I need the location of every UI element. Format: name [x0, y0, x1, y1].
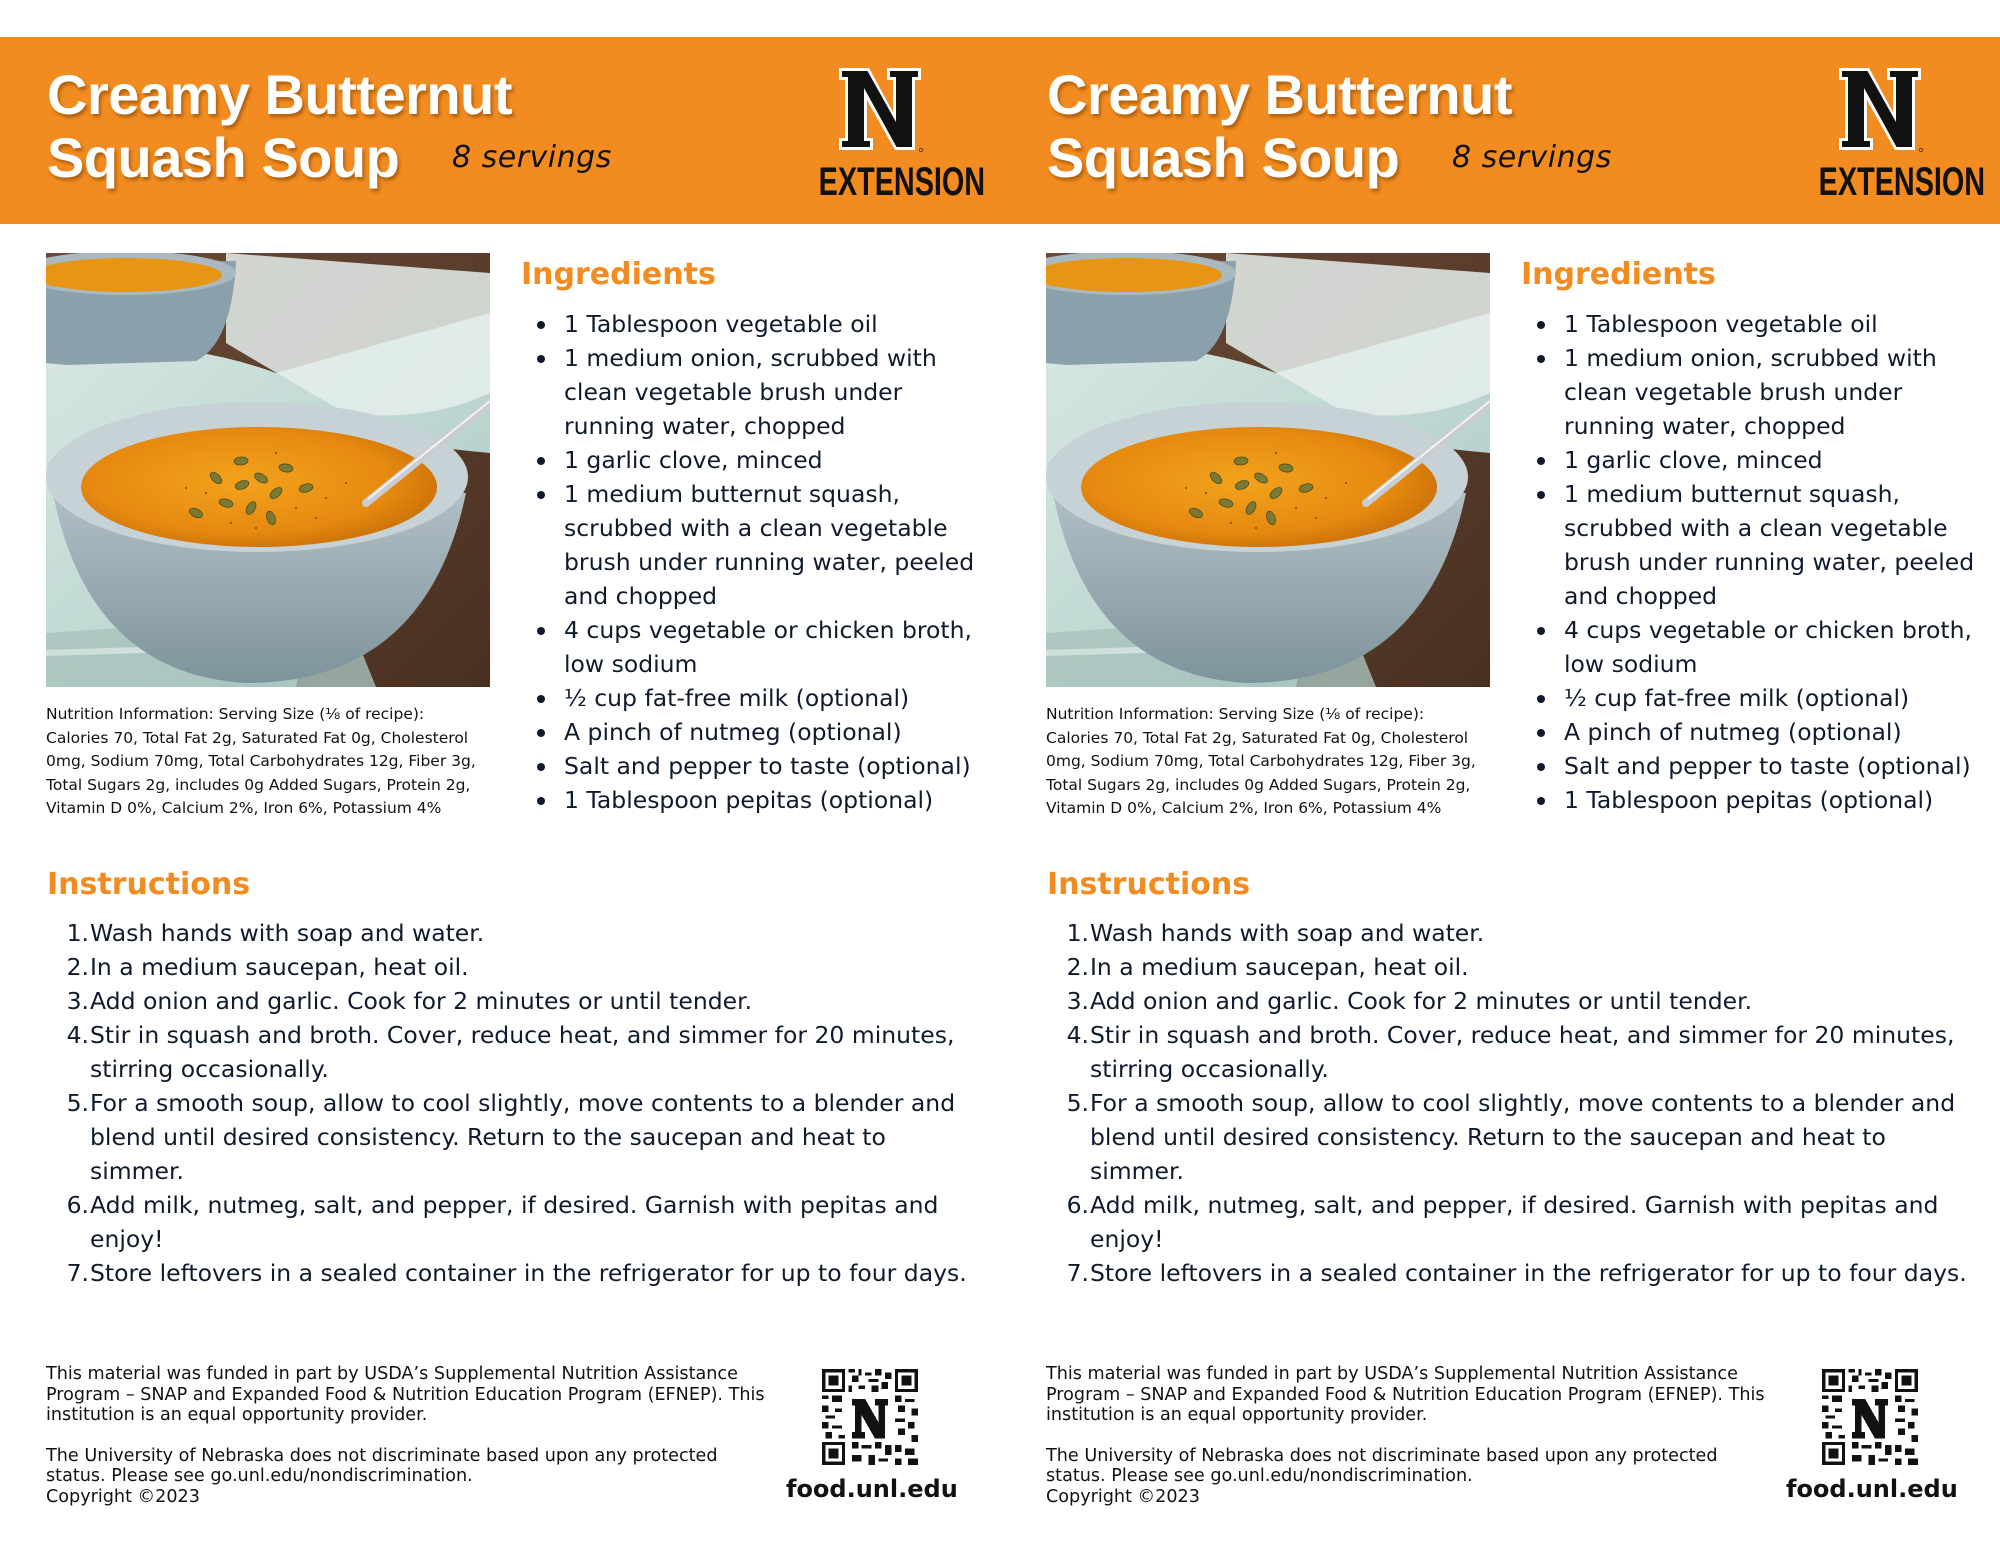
ingredients-list [1533, 307, 1993, 817]
recipe-card-right [1000, 0, 2000, 1545]
soup-bowl-image [46, 253, 490, 687]
ingredient-item: 1 Tablespoon vegetable oil [1533, 307, 1993, 341]
title-line-1: Creamy Butternut [47, 63, 512, 126]
ingredient-item: Salt and pepper to taste (optional) [1533, 749, 1993, 783]
nutrition-information: Nutrition Information: Serving Size (⅛ of recipe): Calories 70, Total Fat 2g, Saturated Fat 0g, Cholesterol 0mg, Sodium 70mg, Total Carbohydrates 12g, Fiber 3g, Total Sugars 2g, includes 0g Added Sugars, Protein 2g, Vitamin D 0%, Calcium 2%, Iron 6%, Potassium 4% [46, 705, 476, 818]
bullet-icon [1537, 491, 1545, 499]
ingredient-item: 1 medium butternut squash, scrubbed with a clean vegetable brush under running water, peeled and chopped [533, 477, 993, 613]
instruction-step: 6. Add milk, nutmeg, salt, and pepper, if desired. Garnish with pepitas and enjoy! [1066, 1191, 1939, 1253]
bullet-icon [537, 627, 545, 635]
ingredient-item: 1 garlic clove, minced [1533, 443, 1993, 477]
recipe-title [1047, 63, 1512, 189]
soup-photo [46, 253, 490, 687]
ingredient-item: 1 garlic clove, minced [533, 443, 993, 477]
ingredient-item: ½ cup fat-free milk (optional) [1533, 681, 1993, 715]
extension-wordmark: EXTENSION [818, 160, 986, 204]
ingredient-item: A pinch of nutmeg (optional) [533, 715, 993, 749]
ingredient-item: A pinch of nutmeg (optional) [1533, 715, 1993, 749]
servings-label: 8 servings [452, 140, 612, 175]
instructions-list [1047, 916, 1967, 1290]
instruction-step: 4. Stir in squash and broth. Cover, reduce heat, and simmer for 20 minutes, stirring occasionally. [1066, 1021, 1955, 1083]
nondiscrimination-statement: The University of Nebraska does not discriminate based upon any protected status. Please see go.unl.edu/nondiscrimination. Copyright ©2023 [46, 1445, 718, 1507]
ingredient-item: 4 cups vegetable or chicken broth, low sodium [533, 613, 993, 681]
bullet-icon [1537, 321, 1545, 329]
bullet-icon [537, 457, 545, 465]
bullet-icon [537, 729, 545, 737]
ingredient-item: 1 medium butternut squash, scrubbed with a clean vegetable brush under running water, peeled and chopped [1533, 477, 1993, 613]
bullet-icon [1537, 729, 1545, 737]
ingredients-list [533, 307, 993, 817]
bullet-icon [537, 763, 545, 771]
bullet-icon [1537, 763, 1545, 771]
ingredient-item: 1 medium onion, scrubbed with clean vegetable brush under running water, chopped [1533, 341, 1993, 443]
bullet-icon [537, 321, 545, 329]
copyright: Copyright ©2023 [1046, 1486, 1200, 1507]
ingredient-item: 1 medium onion, scrubbed with clean vegetable brush under running water, chopped [533, 341, 993, 443]
instruction-step: 3. Add onion and garlic. Cook for 2 minutes or until tender. [66, 987, 753, 1015]
funding-statement: This material was funded in part by USDA’s Supplemental Nutrition Assistance Program – SNAP and Expanded Food & Nutrition Education Program (EFNEP). This institution is an equal opportunity provider. [1046, 1364, 1765, 1425]
website-link[interactable]: food.unl.edu [786, 1475, 958, 1503]
footer-disclaimer [1046, 1364, 1766, 1507]
ingredient-item: 1 Tablespoon pepitas (optional) [533, 783, 993, 817]
footer-disclaimer [46, 1364, 766, 1507]
instruction-step: 3. Add onion and garlic. Cook for 2 minutes or until tender. [1066, 987, 1753, 1015]
instruction-step: 7. Store leftovers in a sealed container in the refrigerator for up to four days. [1066, 1259, 1967, 1287]
ingredient-item: Salt and pepper to taste (optional) [533, 749, 993, 783]
instruction-step: 1. Wash hands with soap and water. [1066, 919, 1485, 947]
ingredients-heading: Ingredients [521, 257, 716, 292]
instruction-step: 4. Stir in squash and broth. Cover, reduce heat, and simmer for 20 minutes, stirring occasionally. [66, 1021, 955, 1083]
qr-code-icon[interactable] [1822, 1369, 1918, 1465]
website-link[interactable]: food.unl.edu [1786, 1475, 1958, 1503]
nebraska-extension-logo [1796, 66, 1986, 206]
instruction-step: 7. Store leftovers in a sealed container in the refrigerator for up to four days. [66, 1259, 967, 1287]
nutrition-information: Nutrition Information: Serving Size (⅛ of recipe): Calories 70, Total Fat 2g, Saturated Fat 0g, Cholesterol 0mg, Sodium 70mg, Total Carbohydrates 12g, Fiber 3g, Total Sugars 2g, includes 0g Added Sugars, Protein 2g, Vitamin D 0%, Calcium 2%, Iron 6%, Potassium 4% [1046, 705, 1476, 818]
nebraska-extension-logo [796, 66, 986, 206]
bullet-icon [537, 797, 545, 805]
instruction-step: 5. For a smooth soup, allow to cool slightly, move contents to a blender and blend until desired consistency. Return to the saucepan and heat to simmer. [66, 1089, 956, 1185]
funding-statement: This material was funded in part by USDA’s Supplemental Nutrition Assistance Program – SNAP and Expanded Food & Nutrition Education Program (EFNEP). This institution is an equal opportunity provider. [46, 1364, 765, 1425]
copyright: Copyright ©2023 [46, 1486, 200, 1507]
soup-photo [1046, 253, 1490, 687]
instructions-heading: Instructions [1047, 867, 1251, 902]
instruction-step: 1. Wash hands with soap and water. [66, 919, 485, 947]
recipe-title [47, 63, 512, 189]
bullet-icon [1537, 797, 1545, 805]
instruction-step: 2. In a medium saucepan, heat oil. [66, 953, 469, 981]
ingredients-heading: Ingredients [1521, 257, 1716, 292]
bullet-icon [1537, 355, 1545, 363]
bullet-icon [537, 491, 545, 499]
nebraska-n-icon [1837, 66, 1923, 152]
nebraska-n-icon [837, 66, 923, 152]
extension-wordmark: EXTENSION [1818, 160, 1986, 204]
title-line-2: Squash Soup [47, 126, 400, 189]
nondiscrimination-statement: The University of Nebraska does not discriminate based upon any protected status. Please see go.unl.edu/nondiscrimination. Copyright ©2023 [1046, 1445, 1718, 1507]
servings-label: 8 servings [1452, 140, 1612, 175]
bullet-icon [537, 695, 545, 703]
ingredient-item: ½ cup fat-free milk (optional) [533, 681, 993, 715]
bullet-icon [1537, 695, 1545, 703]
bullet-icon [1537, 627, 1545, 635]
instruction-step: 2. In a medium saucepan, heat oil. [1066, 953, 1469, 981]
instructions-heading: Instructions [47, 867, 251, 902]
ingredient-item: 4 cups vegetable or chicken broth, low sodium [1533, 613, 1993, 681]
qr-code-icon[interactable] [822, 1369, 918, 1465]
title-line-2: Squash Soup [1047, 126, 1400, 189]
bullet-icon [537, 355, 545, 363]
ingredient-item: 1 Tablespoon pepitas (optional) [1533, 783, 1993, 817]
instructions-list [47, 916, 967, 1290]
instruction-step: 5. For a smooth soup, allow to cool slightly, move contents to a blender and blend until desired consistency. Return to the saucepan and heat to simmer. [1066, 1089, 1956, 1185]
bullet-icon [1537, 457, 1545, 465]
title-line-1: Creamy Butternut [1047, 63, 1512, 126]
soup-bowl-image [1046, 253, 1490, 687]
ingredient-item: 1 Tablespoon vegetable oil [533, 307, 993, 341]
instruction-step: 6. Add milk, nutmeg, salt, and pepper, if desired. Garnish with pepitas and enjoy! [66, 1191, 939, 1253]
